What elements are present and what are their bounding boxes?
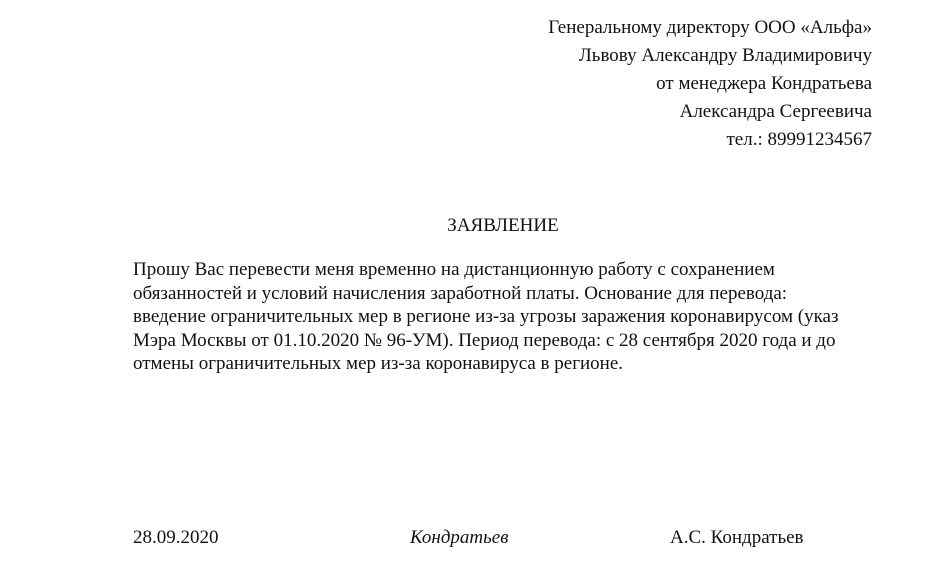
sender-name: Александра Сергеевича [679,101,872,122]
addressee-block [452,14,872,154]
sender-phone: тел.: 89991234567 [726,129,872,150]
document-title: ЗАЯВЛЕНИЕ [447,215,559,236]
body-line: обязанностей и условий начисления заработной платы. Основание для перевода: [133,282,788,304]
body-line: отмены ограничительных мер из-за коронавируса в регионе. [133,353,624,374]
addressee-position: Генеральному директору ООО «Альфа» [548,17,872,38]
body-line: введение ограничительных мер в регионе из-за угрозы заражения коронавирусом (указ [133,306,839,327]
sender-position: от менеджера Кондратьева [656,73,872,94]
addressee-name: Львову Александру Владимировичу [578,45,872,66]
application-date: 28.09.2020 [133,527,219,548]
application-body [133,258,839,376]
signer-name: А.С. Кондратьев [670,527,804,548]
handwritten-signature: Кондратьев [410,527,509,548]
body-line: Мэра Москвы от 01.10.2020 № 96-УМ). Период перевода: с 28 сентября 2020 года и до [133,329,836,351]
body-line: Прошу Вас перевести меня временно на дистанционную работу с сохранением [133,259,775,280]
